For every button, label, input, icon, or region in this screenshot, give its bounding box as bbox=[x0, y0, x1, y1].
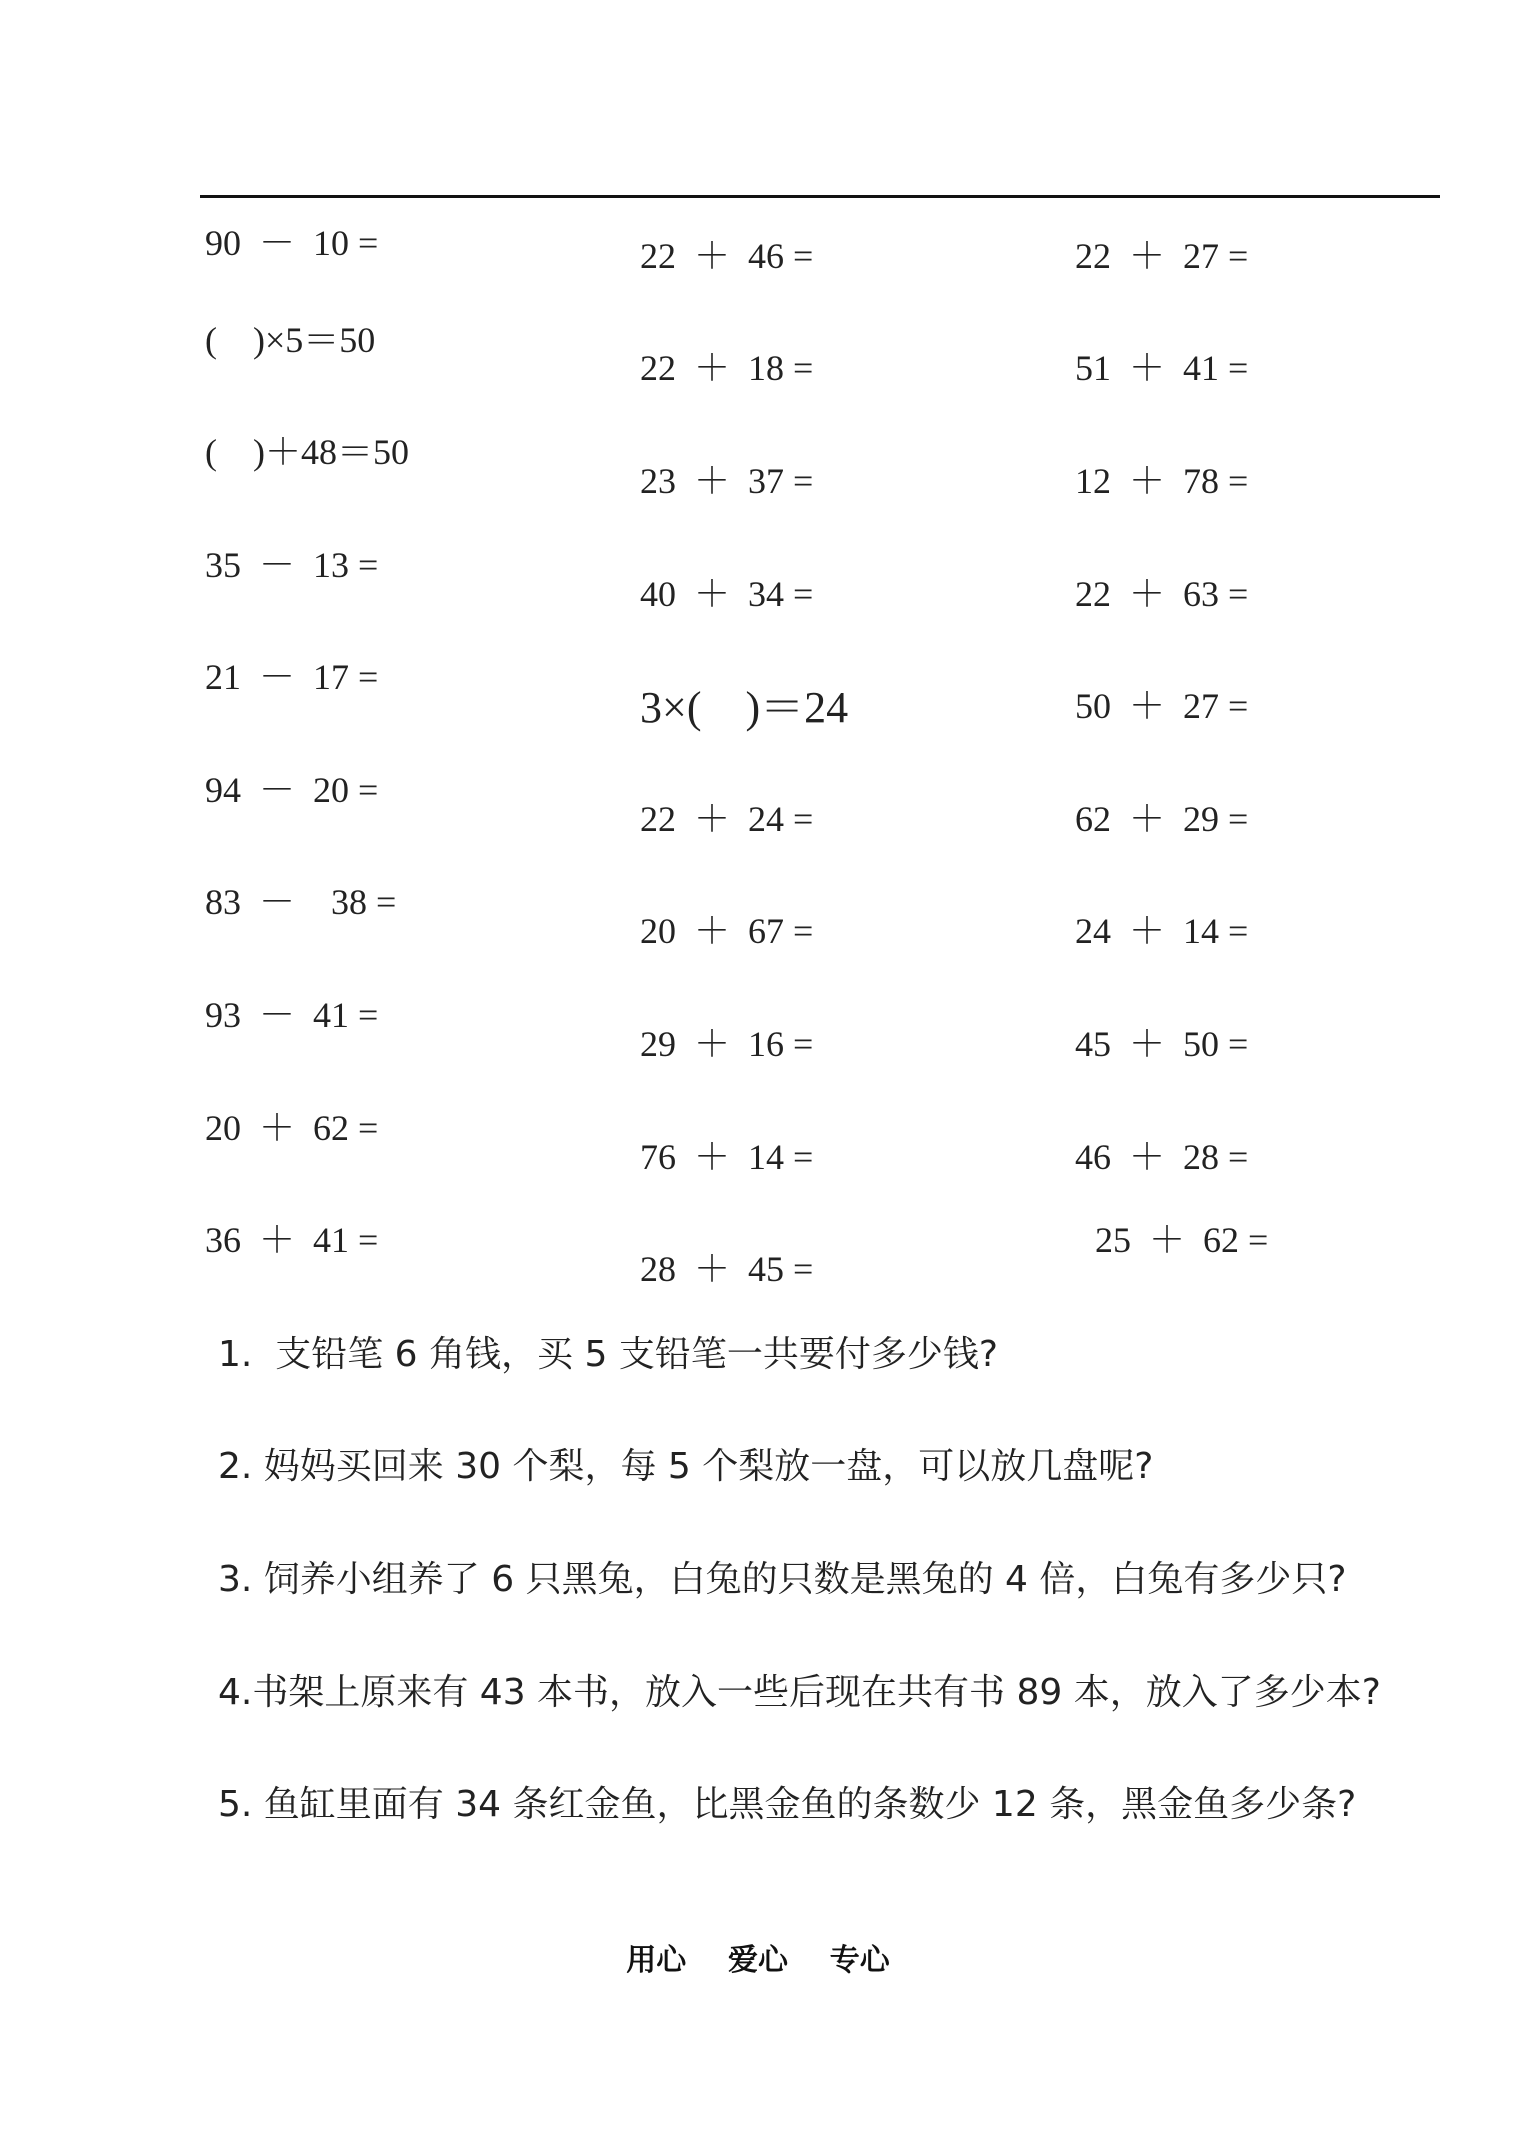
equation: 22 ＋ 63 = bbox=[1075, 574, 1249, 614]
equation: 36 ＋ 41 = bbox=[205, 1220, 379, 1260]
equation-column-2 bbox=[640, 0, 1060, 1320]
equation: 22 ＋ 46 = bbox=[640, 236, 814, 276]
equation: 83 － 38 = bbox=[205, 882, 397, 922]
equation: ( )×5＝50 bbox=[205, 320, 376, 360]
equation: 25 ＋ 62 = bbox=[1095, 1220, 1269, 1260]
equation: 40 ＋ 34 = bbox=[640, 574, 814, 614]
equation: 93 － 41 = bbox=[205, 995, 379, 1035]
equation: 20 ＋ 67 = bbox=[640, 911, 814, 951]
page-footer: 用心 爱心 专心 bbox=[626, 1943, 890, 1978]
equation: 51 ＋ 41 = bbox=[1075, 348, 1249, 388]
equation: 22 ＋ 18 = bbox=[640, 348, 814, 388]
word-problem: 4.书架上原来有 43 本书，放入一些后现在共有书 89 本，放入了多少本? bbox=[218, 1672, 1381, 1713]
word-problem: 2. 妈妈买回来 30 个梨，每 5 个梨放一盘，可以放几盘呢? bbox=[218, 1446, 1154, 1487]
equation: 22 ＋ 27 = bbox=[1075, 236, 1249, 276]
equation: 12 ＋ 78 = bbox=[1075, 461, 1249, 501]
equation: 29 ＋ 16 = bbox=[640, 1024, 814, 1064]
equation: ( )＋48＝50 bbox=[205, 432, 409, 472]
equation-column-1 bbox=[205, 0, 625, 1320]
equation-column-3 bbox=[1075, 0, 1495, 1320]
equation: 76 ＋ 14 = bbox=[640, 1137, 814, 1177]
equation: 35 － 13 = bbox=[205, 545, 379, 585]
word-problem: 3. 饲养小组养了 6 只黑兔，白兔的只数是黑兔的 4 倍，白兔有多少只? bbox=[218, 1559, 1347, 1600]
word-problem: 1. 支铅笔 6 角钱，买 5 支铅笔一共要付多少钱? bbox=[218, 1334, 998, 1375]
equation: 46 ＋ 28 = bbox=[1075, 1137, 1249, 1177]
equation: 90 － 10 = bbox=[205, 223, 379, 263]
equation: 22 ＋ 24 = bbox=[640, 799, 814, 839]
equation: 24 ＋ 14 = bbox=[1075, 911, 1249, 951]
equation: 21 － 17 = bbox=[205, 657, 379, 697]
equation: 3×( )＝24 bbox=[640, 683, 849, 732]
equation: 50 ＋ 27 = bbox=[1075, 686, 1249, 726]
equation: 28 ＋ 45 = bbox=[640, 1249, 814, 1289]
equation: 45 ＋ 50 = bbox=[1075, 1024, 1249, 1064]
word-problem: 5. 鱼缸里面有 34 条红金鱼，比黑金鱼的条数少 12 条，黑金鱼多少条? bbox=[218, 1784, 1357, 1825]
equation: 23 ＋ 37 = bbox=[640, 461, 814, 501]
equation: 20 ＋ 62 = bbox=[205, 1108, 379, 1148]
equation: 94 － 20 = bbox=[205, 770, 379, 810]
equation: 62 ＋ 29 = bbox=[1075, 799, 1249, 839]
